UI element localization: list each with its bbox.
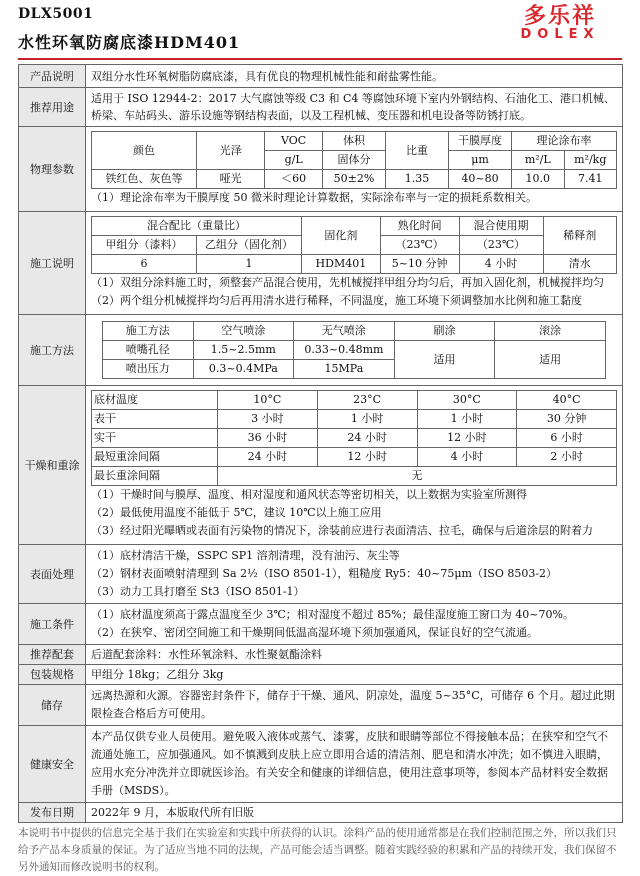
page-title: 水性环氧防腐底漆HDM401 (18, 33, 241, 52)
row-label: 包装规格 (19, 665, 86, 685)
value-min-10: 24 小时 (218, 448, 318, 467)
storage-text: 远离热源和火源。容器密封条件下，储存于干燥、通风、阴凉处，温度 5~35°C，可储存 6 个月。超过此期限检查合格后方可使用。 (86, 685, 623, 726)
logo-chinese-text: 多乐祥 (523, 4, 596, 29)
method-table (102, 321, 606, 379)
header-density: 比重 (386, 132, 449, 170)
value-airless-nozzle: 0.33~0.48mm (294, 341, 395, 360)
row-matching (19, 645, 623, 665)
header-temp-30: 30°C (417, 391, 517, 410)
value-air-pressure: 0.3~0.4MPa (193, 360, 294, 379)
header-roll: 滚涂 (495, 322, 606, 341)
value-coverage-1: 10.0 (512, 170, 565, 189)
safety-text: 本产品仅供专业人员使用。避免吸入液体或蒸气、漆雾，皮肤和眼睛等部位不得接触本品；在狭窄和空气不流通处施工，应加强通风。如不慎溅到皮肤上应立即用合适的清洁剂、肥皂和清水冲洗；如不慎进入眼睛，应用水充分冲洗并立即就医诊治。有关安全和健康的详细信息，使用注意事项等，参阅本产品材料安全数据手册（MSDS）。 (86, 726, 623, 803)
header-substrate-temp: 底材温度 (92, 391, 218, 410)
value-dft: 40~80 (449, 170, 512, 189)
drying-note-3: （3）经过阳光曝晒或表面有污染物的情况下，涂装前应进行表面清洁、拉毛，确保与后道涂层的附着力 (91, 524, 593, 537)
value-brush-suitable: 适用 (394, 341, 495, 379)
header-gloss: 光泽 (197, 132, 265, 170)
value-min-23: 12 小时 (317, 448, 417, 467)
header-mix-ratio: 混合配比（重量比） (92, 217, 302, 236)
header-part-b: 乙组分（固化剂） (197, 236, 302, 255)
conditions-cell (86, 604, 623, 645)
value-min-40: 2 小时 (517, 448, 617, 467)
header-temp-10: 10°C (218, 391, 318, 410)
header-maturing-temp: （23℃） (380, 236, 459, 255)
construction-cell (86, 212, 623, 315)
header-airless-spray: 无气喷涂 (294, 322, 395, 341)
row-label: 施工方法 (19, 315, 86, 386)
row-label: 产品说明 (19, 65, 86, 88)
header-thinner: 稀释剂 (543, 217, 617, 255)
row-label: 表面处理 (19, 545, 86, 604)
surface-line-1: （1）底材清洁干燥，SSPC SP1 溶剂清理，没有油污、灰尘等 (91, 549, 400, 562)
value-solid: 50±2% (323, 170, 386, 189)
disclaimer: 本说明书中提供的信息完全基于我们在实验室和实践中所获得的认识。涂料产品的使用通常都是在我们控制范围之外，所以我们只给予产品本身质量的保证。为了适应当地不同的法规，产品可能会适当调整。随着实践经验的积累和产品的持续开发，我们保留不另外通知而修改说明书的权利。 (18, 827, 617, 873)
value-roll-suitable: 适用 (495, 341, 606, 379)
value-surface-10: 3 小时 (218, 410, 318, 429)
header-dft: 干膜厚度 (449, 132, 512, 151)
logo-english-text: DOLEX (520, 27, 600, 42)
row-method (19, 315, 623, 386)
method-cell (86, 315, 623, 386)
drying-cell (86, 386, 623, 545)
header-air-spray: 空气喷涂 (193, 322, 294, 341)
header-divider (18, 58, 622, 60)
header-dft-unit: μm (449, 151, 512, 170)
row-date (19, 803, 623, 823)
row-label: 健康安全 (19, 726, 86, 803)
value-part-a: 6 (92, 255, 197, 274)
value-surface-40: 30 分钟 (517, 410, 617, 429)
header-maturing: 熟化时间 (380, 217, 459, 236)
row-storage (19, 685, 623, 726)
value-coverage-2: 7.41 (564, 170, 617, 189)
drying-note-2: （2）最低使用温度不能低于 5℃，建议 10℃以上施工应用 (91, 506, 382, 519)
header-voc-unit: g/L (265, 151, 323, 170)
header-brush: 刷涂 (394, 322, 495, 341)
value-gloss: 哑光 (197, 170, 265, 189)
header-solid: 体积 (323, 132, 386, 151)
label-hard-dry: 实干 (92, 429, 218, 448)
conditions-line-2: （2）在狭窄、密闭空间施工和干燥期间低温高湿环境下须加强通风，保证良好的空气流通。 (91, 626, 538, 639)
value-maturing: 5~10 分钟 (380, 255, 459, 274)
header-voc: VOC (265, 132, 323, 151)
row-conditions (19, 604, 623, 645)
row-label: 干燥和重涂 (19, 386, 86, 545)
surface-cell (86, 545, 623, 604)
value-air-nozzle: 1.5~2.5mm (193, 341, 294, 360)
product-code: DLX5001 (18, 6, 94, 22)
surface-line-2: （2）钢材表面喷射清理到 Sa 2½（ISO 8501-1），粗糙度 Ry5：40~75μm（ISO 8503-2） (91, 567, 558, 580)
value-hard-40: 6 小时 (517, 429, 617, 448)
header (0, 0, 640, 62)
physical-cell (86, 127, 623, 212)
value-thinner: 清水 (543, 255, 617, 274)
construction-note-2: （2）两个组分机械搅拌均匀后再用清水进行稀释，不同温度，施工环境下须调整加水比例和施工黏度 (91, 294, 582, 307)
label-surface-dry: 表干 (92, 410, 218, 429)
brand-logo (500, 6, 620, 40)
product-description: 双组分水性环氧树脂防腐底漆，具有优良的物理机械性能和耐盐雾性能。 (86, 65, 623, 88)
value-hard-23: 24 小时 (317, 429, 417, 448)
row-label: 推荐配套 (19, 645, 86, 665)
label-min-recoat: 最短重涂间隔 (92, 448, 218, 467)
value-density: 1.35 (386, 170, 449, 189)
row-physical (19, 127, 623, 212)
spec-table (18, 64, 623, 823)
header-pot-life: 混合使用期 (459, 217, 543, 236)
construction-note-1: （1）双组分涂料施工时，须整套产品混合使用，先机械搅拌甲组分均匀后，再加入固化剂，机械搅拌均匀 (91, 276, 604, 289)
row-label: 储存 (19, 685, 86, 726)
row-label: 推荐用途 (19, 88, 86, 127)
value-min-30: 4 小时 (417, 448, 517, 467)
row-label: 施工说明 (19, 212, 86, 315)
row-package (19, 665, 623, 685)
header-pot-life-temp: （23℃） (459, 236, 543, 255)
value-hard-10: 36 小时 (218, 429, 318, 448)
value-part-b: 1 (197, 255, 302, 274)
row-label: 发布日期 (19, 803, 86, 823)
row-usage (19, 88, 623, 127)
conditions-line-1: （1）底材温度须高于露点温度至少 3℃；相对湿度不超过 85%；最佳湿度施工窗口为 40~70%。 (91, 608, 574, 621)
physical-note: （1）理论涂布率为干膜厚度 50 微米时理论计算数据，实际涂布率与一定的损耗系数相关。 (91, 191, 537, 204)
row-drying (19, 386, 623, 545)
value-voc: ＜60 (265, 170, 323, 189)
value-surface-30: 1 小时 (417, 410, 517, 429)
row-label: 施工条件 (19, 604, 86, 645)
date-text: 2022年 9 月，本版取代所有旧版 (86, 803, 623, 823)
value-surface-23: 1 小时 (317, 410, 417, 429)
header-method: 施工方法 (103, 322, 194, 341)
row-label: 物理参数 (19, 127, 86, 212)
value-airless-pressure: 15MPa (294, 360, 395, 379)
value-curing-agent: HDM401 (302, 255, 381, 274)
label-max-recoat: 最长重涂间隔 (92, 467, 218, 486)
header-part-a: 甲组分（漆料） (92, 236, 197, 255)
row-product (19, 65, 623, 88)
header-coverage-unit-1: m²/L (512, 151, 565, 170)
header-temp-40: 40°C (517, 391, 617, 410)
label-pressure: 喷出压力 (103, 360, 194, 379)
package-text: 甲组分 18kg；乙组分 3kg (86, 665, 623, 685)
drying-table (91, 390, 617, 486)
construction-table (91, 216, 617, 274)
row-safety (19, 726, 623, 803)
header-temp-23: 23°C (317, 391, 417, 410)
header-coverage: 理论涂布率 (512, 132, 617, 151)
header-curing-agent: 固化剂 (302, 217, 381, 255)
value-color: 铁红色、灰色等 (92, 170, 197, 189)
row-surface (19, 545, 623, 604)
header-color: 颜色 (92, 132, 197, 170)
value-hard-30: 12 小时 (417, 429, 517, 448)
header-coverage-unit-2: m²/kg (564, 151, 617, 170)
drying-note-1: （1）干燥时间与膜厚、温度、相对湿度和通风状态等密切相关，以上数据为实验室所测得 (91, 488, 527, 501)
physical-table (91, 131, 617, 189)
value-pot-life: 4 小时 (459, 255, 543, 274)
usage-text: 适用于 ISO 12944-2：2017 大气腐蚀等级 C3 和 C4 等腐蚀环境下室内外钢结构、石油化工、港口机械、桥梁、车站码头、游乐设施等钢结构表面，以及工程机械、变压器和机电设备等防锈打底。 (86, 88, 623, 127)
header-solid-2: 固体分 (323, 151, 386, 170)
row-construction (19, 212, 623, 315)
label-nozzle: 喷嘴孔径 (103, 341, 194, 360)
value-max-recoat: 无 (218, 467, 617, 486)
matching-text: 后道配套涂料：水性环氧涂料、水性聚氨酯涂料 (86, 645, 623, 665)
surface-line-3: （3）动力工具打磨至 St3（ISO 8501-1） (91, 585, 305, 598)
